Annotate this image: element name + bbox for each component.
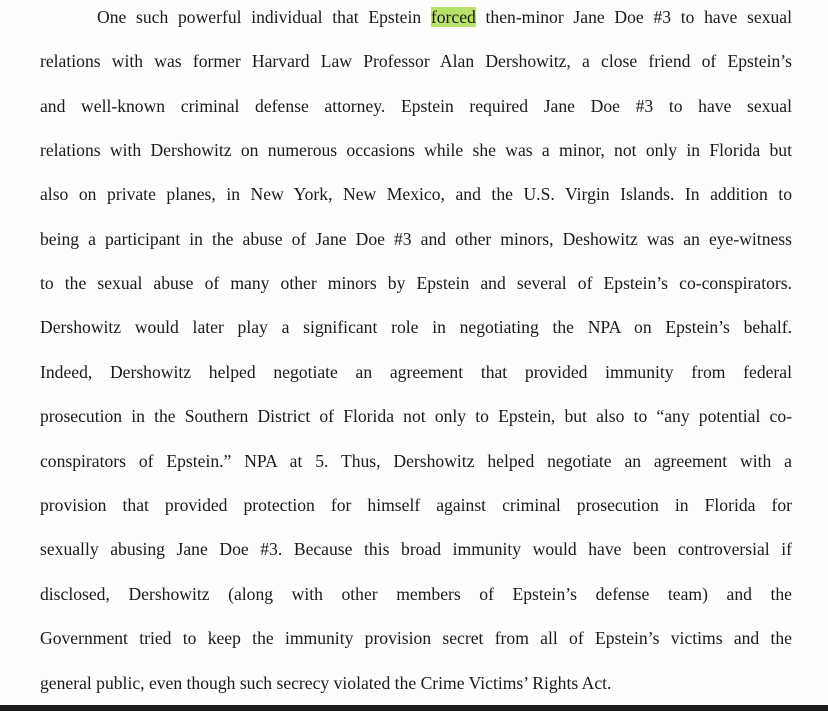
- paragraph-line-12: provision that provided protection for himself against criminal prosecution in Florida for: [40, 495, 792, 515]
- paragraph-line-7: to the sexual abuse of many other minors by Epstein and several of Epstein’s co-conspirators.: [40, 273, 792, 293]
- paragraph-line-13: sexually abusing Jane Doe #3. Because this broad immunity would have been controversial if: [40, 539, 792, 559]
- paragraph-line-1: [97, 6, 792, 28]
- paragraph-line-9: Indeed, Dershowitz helped negotiate an agreement that provided immunity from federal: [40, 362, 792, 382]
- paragraph-line-14: disclosed, Dershowitz (along with other members of Epstein’s defense team) and the: [40, 584, 792, 604]
- paragraph-line-5: also on private planes, in New York, New Mexico, and the U.S. Virgin Islands. In addition to: [40, 184, 792, 204]
- paragraph-line-6: being a participant in the abuse of Jane Doe #3 and other minors, Deshowitz was an eye-witness: [40, 229, 792, 249]
- paragraph-line-10: prosecution in the Southern District of Florida not only to Epstein, but also to “any potential co-: [40, 406, 792, 426]
- line-1-end: then-minor Jane Doe #3 to have sexual: [475, 7, 792, 27]
- paragraph-line-11: conspirators of Epstein.” NPA at 5. Thus, Dershowitz helped negotiate an agreement with a: [40, 451, 792, 471]
- paragraph-line-4: relations with Dershowitz on numerous occasions while she was a minor, not only in Florida but: [40, 140, 792, 160]
- bottom-edge-bar: [0, 705, 828, 711]
- paragraph-line-3: and well-known criminal defense attorney. Epstein required Jane Doe #3 to have sexual: [40, 96, 792, 116]
- paragraph-line-2: relations with was former Harvard Law Professor Alan Dershowitz, a close friend of Epstein’s: [40, 51, 792, 71]
- paragraph-line-15: Government tried to keep the immunity provision secret from all of Epstein’s victims and the: [40, 628, 792, 648]
- line-1-start: One such powerful individual that Epstein: [97, 7, 431, 27]
- highlighted-word: forced: [430, 7, 476, 27]
- paragraph-line-8: Dershowitz would later play a significant role in negotiating the NPA on Epstein’s behalf.: [40, 317, 792, 337]
- paragraph-line-16: general public, even though such secrecy violated the Crime Victims’ Rights Act.: [40, 673, 612, 693]
